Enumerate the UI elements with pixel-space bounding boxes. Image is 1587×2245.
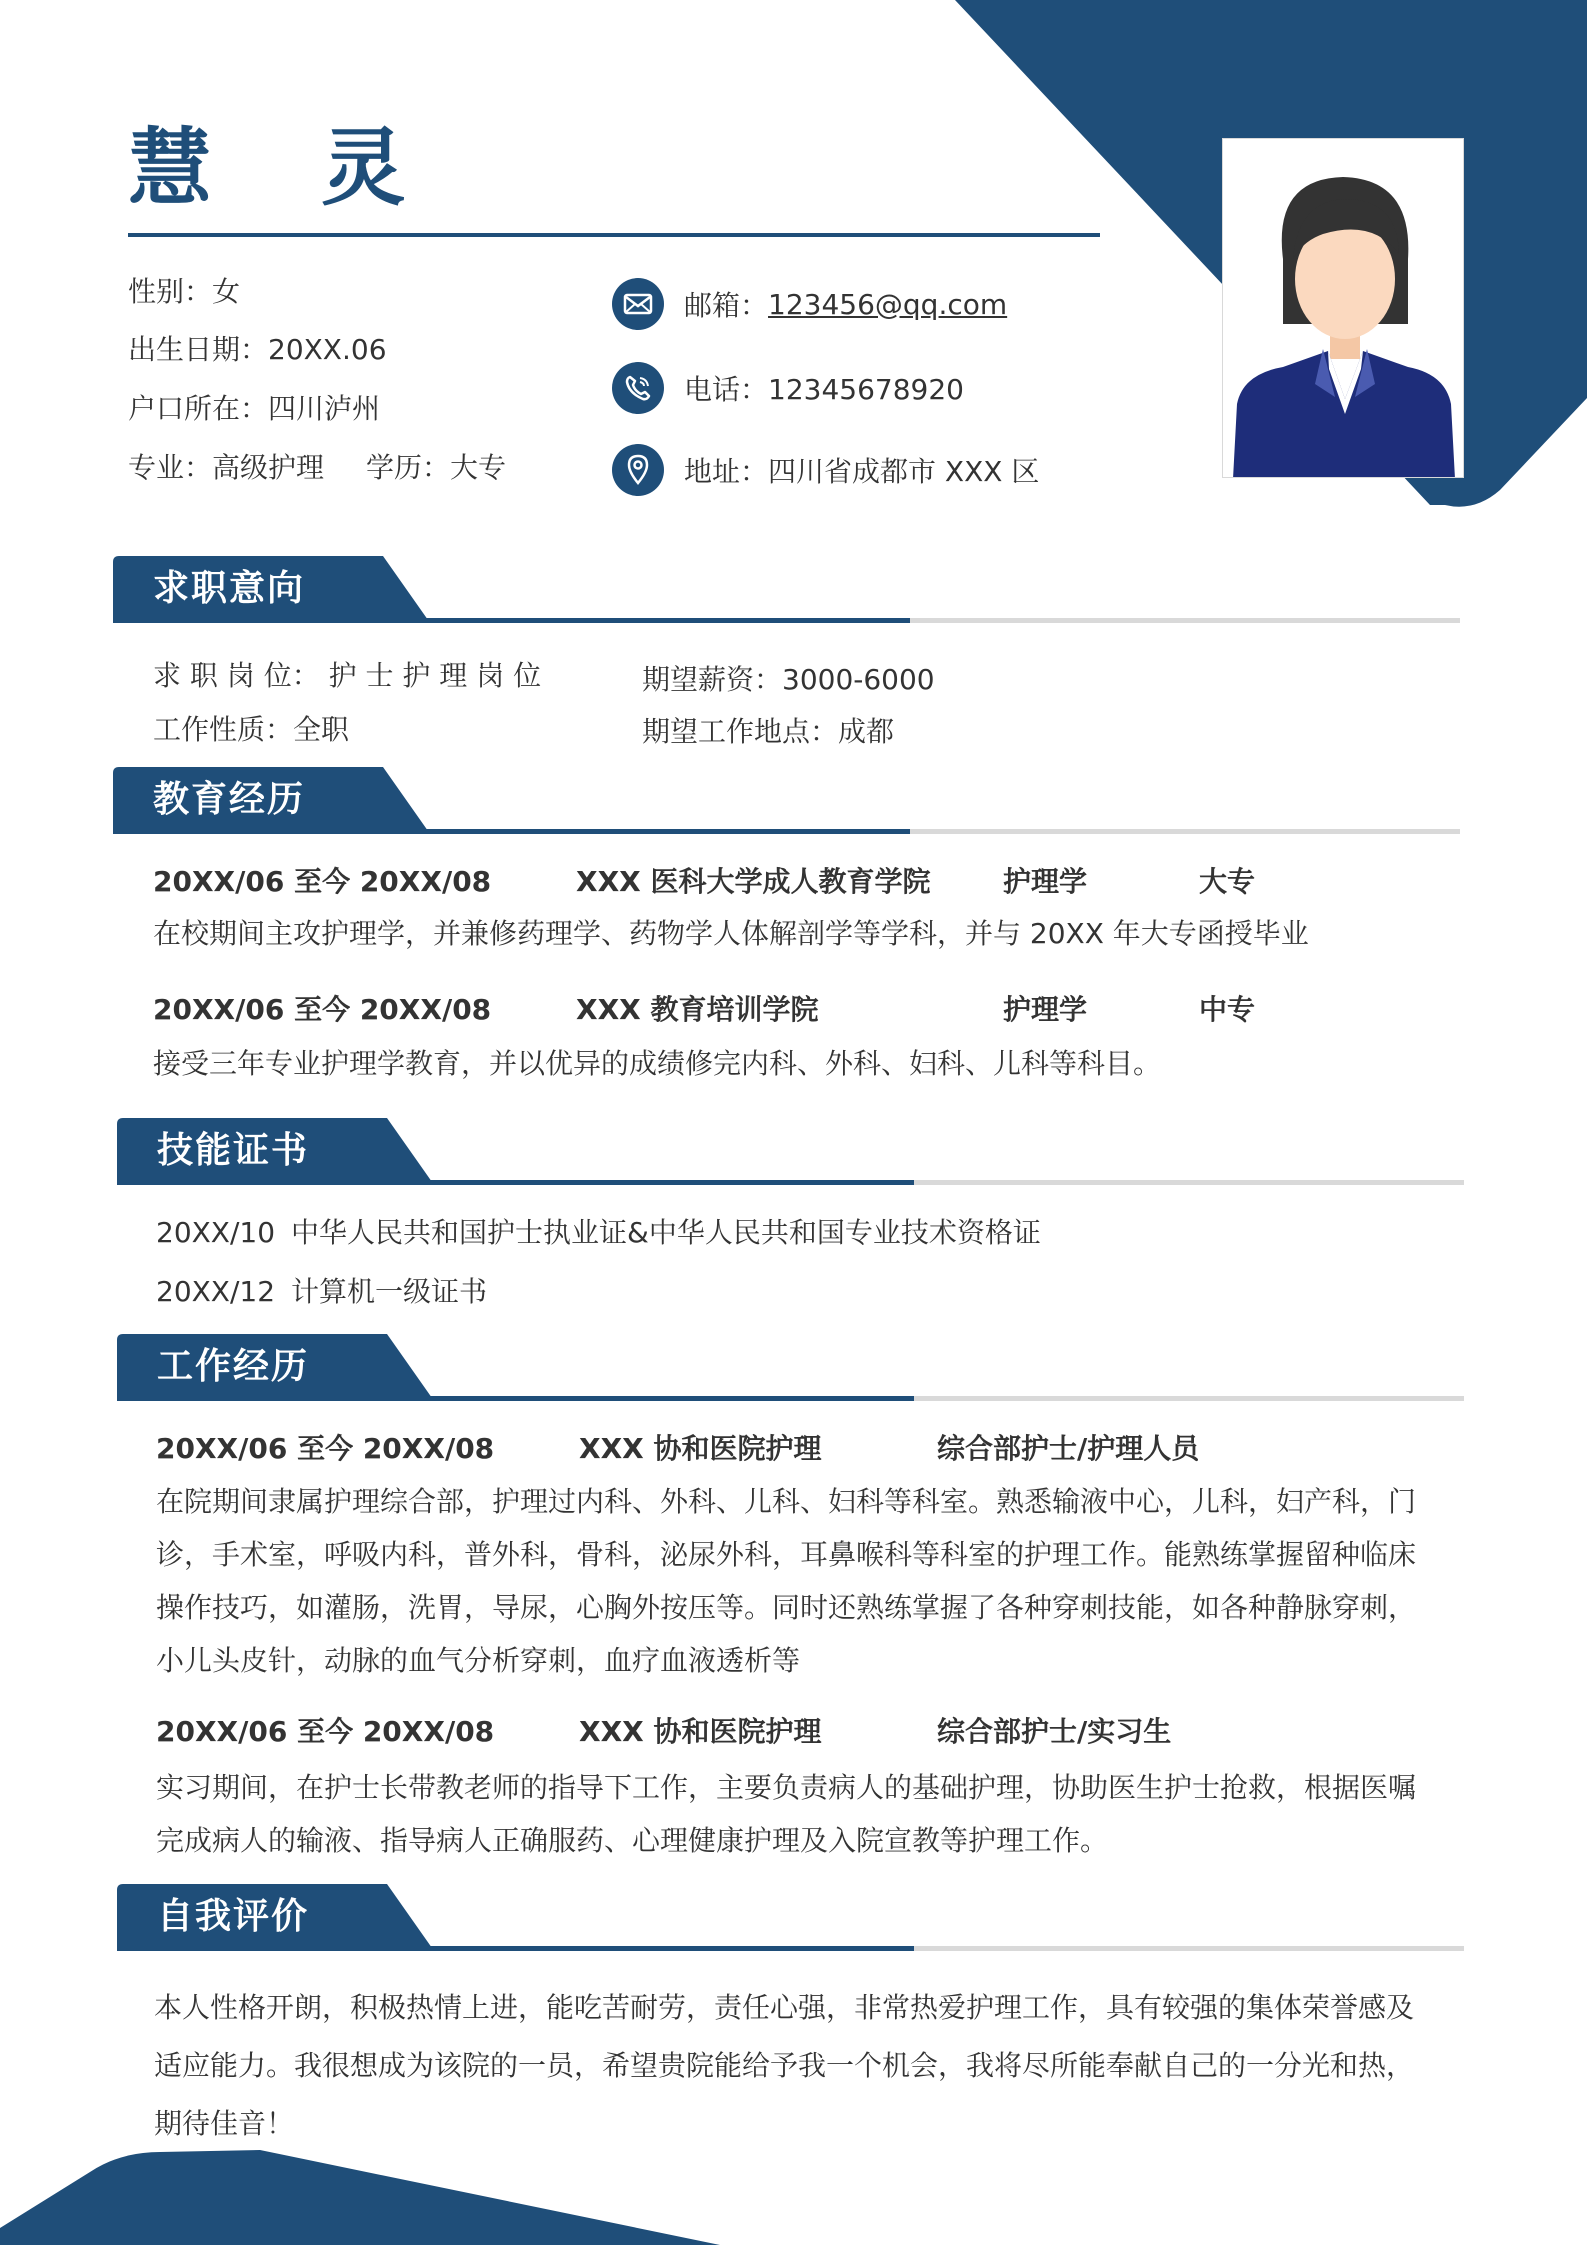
section-header-education — [113, 767, 1463, 837]
cert-1-date: 20XX/10 — [156, 1216, 276, 1249]
email-label: 邮箱： — [684, 289, 769, 322]
edu-1-desc: 在校期间主攻护理学，并兼修药理学、药物学人体解剖学等学科，并与 20XX 年大专函授毕业 — [153, 917, 1309, 950]
profile-photo — [1222, 138, 1464, 478]
work-1-period: 20XX/06 至今 20XX/08 — [156, 1432, 495, 1465]
section-title-certs: 技能证书 — [157, 1130, 310, 1171]
cert-2-date: 20XX/12 — [156, 1275, 276, 1308]
section-header-certs — [117, 1118, 1467, 1188]
candidate-name: 慧 灵 — [128, 119, 446, 217]
edu-2-major: 护理学 — [1003, 993, 1088, 1026]
intent-location: 期望工作地点：成都 — [642, 715, 895, 748]
contact-phone — [612, 362, 964, 414]
work-2-period: 20XX/06 至今 20XX/08 — [156, 1715, 495, 1748]
work-1-role: 综合部护士/护理人员 — [937, 1432, 1200, 1465]
gender: 性别：女 — [128, 275, 241, 308]
work-1-company: XXX 协和医院护理 — [579, 1432, 822, 1465]
address: 地址：四川省成都市 XXX 区 — [684, 455, 1040, 488]
phone-icon — [612, 362, 664, 414]
work-2-desc: 实习期间，在护士长带教老师的指导下工作，主要负责病人的基础护理，协助医生护士抢救，根据医嘱完成病人的输液、指导病人正确服药、心理健康护理及入院宣教等护理工作。 — [156, 1771, 1417, 1857]
edu-2-school: XXX 教育培训学院 — [576, 993, 819, 1026]
envelope-icon — [612, 278, 664, 330]
cert-1-name: 中华人民共和国护士执业证&中华人民共和国专业技术资格证 — [291, 1216, 1041, 1249]
section-title-work: 工作经历 — [157, 1346, 310, 1387]
work-2-role: 综合部护士/实习生 — [937, 1715, 1172, 1748]
section-header-self — [117, 1884, 1467, 1954]
degree: 学历：大专 — [366, 451, 507, 484]
intent-position: 求 职 岗 位： 护 士 护 理 岗 位 — [153, 659, 542, 692]
phone-number: 电话：12345678920 — [684, 373, 964, 406]
section-title-self: 自我评价 — [157, 1896, 310, 1937]
contact-email — [612, 278, 1007, 330]
edu-2-degree: 中专 — [1199, 993, 1256, 1026]
email-link[interactable]: 123456@qq.com — [768, 287, 1008, 321]
contact-address — [612, 444, 1039, 496]
section-title-education: 教育经历 — [153, 779, 306, 820]
intent-nature: 工作性质：全职 — [153, 713, 350, 746]
section-header-intent — [113, 556, 1463, 626]
intent-salary: 期望薪资：3000-6000 — [642, 663, 935, 696]
work-2-company: XXX 协和医院护理 — [579, 1715, 822, 1748]
cert-2-name: 计算机一级证书 — [291, 1275, 488, 1308]
edu-1-degree: 大专 — [1199, 865, 1256, 898]
birth-date: 出生日期：20XX.06 — [128, 333, 387, 366]
bottom-left-decoration — [0, 2150, 800, 2245]
major: 专业：高级护理 — [128, 451, 325, 484]
name-underline — [128, 233, 1100, 237]
section-header-work — [117, 1334, 1467, 1404]
edu-2-desc: 接受三年专业护理学教育，并以优异的成绩修完内科、外科、妇科、儿科等科目。 — [153, 1047, 1162, 1080]
location-pin-icon — [612, 444, 664, 496]
edu-2-period: 20XX/06 至今 20XX/08 — [153, 993, 492, 1026]
edu-1-period: 20XX/06 至今 20XX/08 — [153, 865, 492, 898]
self-evaluation: 本人性格开朗，积极热情上进，能吃苦耐劳，责任心强，非常热爱护理工作，具有较强的集体荣誉感及适应能力。我很想成为该院的一员，希望贵院能给予我一个机会，我将尽所能奉献自己的一分光和热，期待佳音！ — [154, 1991, 1415, 2140]
hukou: 户口所在：四川泸州 — [128, 392, 381, 425]
edu-1-major: 护理学 — [1003, 865, 1088, 898]
work-1-desc: 在院期间隶属护理综合部，护理过内科、外科、儿科、妇科等科室。熟悉输液中心，儿科，妇产科，门诊，手术室，呼吸内科，普外科，骨科，泌尿外科，耳鼻喉科等科室的护理工作。能熟练掌握留种临床操作技巧，如灌肠，洗胃，导尿，心胸外按压等。同时还熟练掌握了各种穿刺技能，如各种静脉穿刺，小儿头皮针，动脉的血气分析穿刺，血疗血液透析等 — [156, 1485, 1417, 1677]
edu-1-school: XXX 医科大学成人教育学院 — [576, 865, 931, 898]
section-title-intent: 求职意向 — [153, 568, 306, 609]
